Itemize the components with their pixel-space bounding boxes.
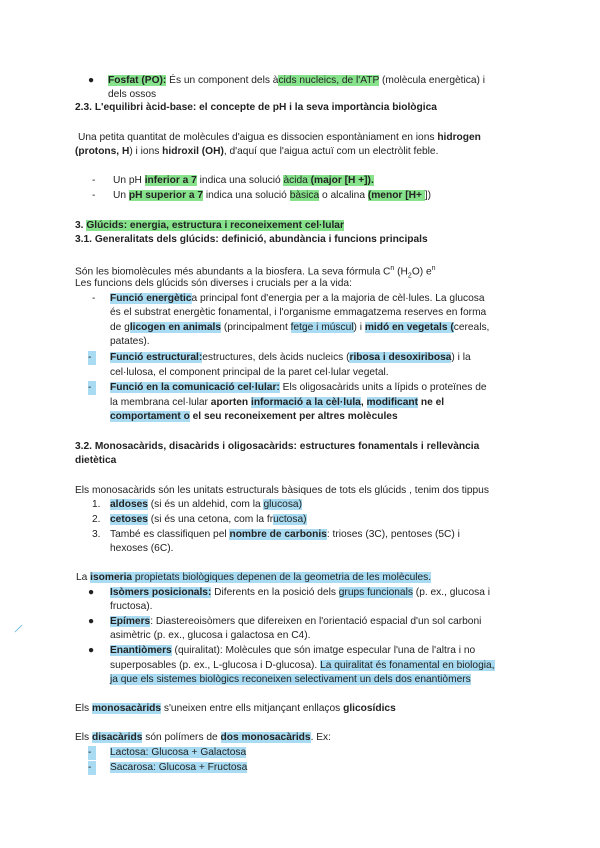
- i3-a: (quiralitat): Molècules que són imatge especular l'una de l'altra i no: [171, 645, 476, 656]
- ribosa-highlight: ribosa i desoxiribosa: [349, 352, 452, 363]
- isomers-posicionals-term: Isòmers posicionals:: [110, 587, 212, 598]
- f1-c3: ) i: [353, 322, 365, 333]
- carbonis-b: : trioses (3C), pentoses (5C) i: [326, 529, 460, 540]
- f3-c: el seu reconeixement per altres molècules: [189, 411, 398, 422]
- enantiomers-line-3: [110, 673, 471, 687]
- section-3-2-heading-1: 3.2. Monosacàrids, disacàrids i oligosacàrids: estructures fonamentals i rellevància: [75, 441, 480, 452]
- ph-base-line: [113, 189, 431, 203]
- ph-superior-highlight: pH superior a 7: [128, 190, 204, 201]
- cetoses-term: cetoses: [110, 514, 148, 525]
- quiralitat-highlight: La quiralitat és fonamental en biologia,: [320, 660, 495, 671]
- isomeria-a: La: [76, 572, 91, 583]
- disacarids-line: [75, 731, 331, 745]
- i1-a: Diferents en la posició dels: [211, 587, 339, 598]
- f3-b3: ne el: [418, 397, 445, 408]
- f2-b: ) i la: [451, 352, 471, 363]
- f1-c4: cereals,: [453, 322, 490, 333]
- ph-l1-b: indica una solució: [196, 175, 284, 186]
- isomeria-term: isomeria: [90, 572, 133, 583]
- ph-p1-d: , d'aquí que l'aigua actuï com un electròlit feble.: [223, 146, 439, 157]
- aldoses-line: [110, 498, 302, 512]
- mido-highlight: midó en vegetals (: [364, 322, 454, 333]
- isomers-posicionals-line-2: fructosa).: [110, 601, 153, 612]
- cetoses-text: (si és una cetona, com la fr: [147, 514, 274, 525]
- ph-p1-c: ) i ions: [129, 146, 163, 157]
- nombre-carbonis-highlight: nombre de carbonis: [229, 529, 327, 540]
- carbonis-line-2: hexoses (6C).: [110, 543, 174, 554]
- dash: -: [88, 351, 96, 365]
- funcio-energetica-line-3: [110, 321, 489, 335]
- sacarosa-line: [110, 761, 247, 775]
- formula-n-2: n: [431, 265, 436, 272]
- f3-b1: la membrana cel·lular: [110, 397, 211, 408]
- funcio-comunicacio-line-3: [110, 410, 398, 424]
- monosacarids-term: monosacàrids: [91, 703, 162, 714]
- funcio-comunicacio-term: Funció en la comunicació cel·lular:: [110, 382, 280, 393]
- comportament-highlight: comportament o: [110, 411, 190, 422]
- final-p2-a: Els: [75, 732, 92, 743]
- fosfat-text-b: (molècula energètica) i: [379, 75, 485, 86]
- glucosa-highlight: glucosa): [263, 499, 302, 510]
- funcio-estructural-line-2: cel·lulosa, el component principal de la paret cel·lular vegetal.: [110, 367, 389, 378]
- major-h-highlight: (major [H +]).: [307, 175, 374, 186]
- enantiomers-line-1: [110, 644, 475, 658]
- glicosidics-term: glicosídics: [343, 703, 396, 714]
- aldoses-term: aldoses: [110, 499, 148, 510]
- dash: -: [88, 746, 96, 760]
- glicosidics-line: [75, 702, 396, 716]
- lactosa-item: Lactosa: Glucosa + Galactosa: [110, 747, 247, 758]
- section-3-2-heading-2: dietètica: [75, 455, 117, 466]
- formula-c: O) e: [411, 266, 432, 278]
- ph-l2-a: Un: [113, 190, 129, 201]
- disacarids-term: disacàrids: [91, 732, 143, 743]
- section-3-1-heading: 3.1. Generalitats dels glúcids: definició, abundància i funcions principals: [75, 234, 428, 245]
- funcio-comunicacio-line-2: [110, 396, 444, 410]
- ph-l1-a: Un pH: [113, 175, 145, 186]
- fosfat-term: Fosfat (PO: [108, 75, 160, 86]
- menor-h-highlight: (menor [H+: [367, 190, 425, 201]
- grups-funcionals-highlight: grups funcionals: [338, 587, 413, 598]
- dash: -: [88, 761, 96, 775]
- dash: -: [92, 175, 96, 186]
- list-number-3: 3.: [92, 529, 101, 540]
- ph-paragraph-line-1: [78, 131, 481, 145]
- dash: -: [92, 293, 96, 304]
- fetge-highlight: fetge i múscul: [290, 322, 354, 333]
- funcio-energetica-line-1: [110, 292, 485, 306]
- funcio-energetica-a: a principal font d'energia per a la majoria de cèl·lules. La glucosa: [191, 293, 485, 304]
- final-p1-b: s'uneixen entre ells mitjançant enllaços: [161, 703, 344, 714]
- ph-p1-a: Una petita quantitat de molècules d'aigua es dissocien espontàniament en ions: [78, 132, 438, 143]
- isomeria-line: [76, 571, 431, 585]
- fosfat-term-end: ):: [159, 75, 167, 86]
- ph-inferior-highlight: inferior a 7: [144, 175, 197, 186]
- formula-b: (H: [394, 266, 408, 278]
- hidroxil-term: hidroxil (OH): [162, 146, 224, 157]
- section-3-number: 3.: [75, 220, 87, 231]
- formula-n: n: [390, 265, 395, 272]
- epimers-term: Epímers: [110, 616, 151, 627]
- formula-a: Són les biomolècules més abundants a la biosfera. La seva fórmula C: [75, 266, 391, 278]
- isomeria-text: propietats biològiques depenen de la geometria de les molècules.: [132, 572, 432, 583]
- fosfat-line-2: dels ossos: [108, 89, 157, 100]
- i1-b: (p. ex., glucosa i: [412, 587, 490, 598]
- f1-c2: (principalment: [220, 322, 291, 333]
- hidrogen-term: hidrogen: [437, 132, 481, 143]
- ph-acid-line: [113, 174, 374, 188]
- enantiomers-term: Enantiòmers: [110, 645, 172, 656]
- pen-mark-icon: [14, 624, 23, 633]
- dos-monosacarids-highlight: dos monosacàrids: [220, 732, 311, 743]
- final-p2-c: . Ex:: [310, 732, 331, 743]
- final-p2-b: són polímers de: [142, 732, 221, 743]
- monosacarids-intro: Els monosacàrids són les unitats estructurals bàsiques de tots els glúcids , tenim dos tippus: [75, 485, 489, 496]
- i2-a: : Diastereoisòmers que difereixen en l'orientació espacial d'un sol carboni: [150, 616, 482, 627]
- funcio-estructural-term: Funció estructural:: [110, 352, 203, 363]
- dash: -: [92, 190, 96, 201]
- fosfat-highlight: cids nucleics, de l'ATP: [278, 75, 380, 86]
- section-3-title: Glúcids: energia, estructura i reconeixement cel·lular: [86, 220, 344, 231]
- bullet-dot: ●: [88, 587, 95, 598]
- enantiomers-line-2: [110, 659, 495, 673]
- aporten-term: aporten: [210, 397, 251, 408]
- cetoses-line: [110, 513, 307, 527]
- epimers-line-1: [110, 615, 481, 629]
- informacio-highlight: informació a la cèl·lula: [250, 397, 361, 408]
- modificant-highlight: modificant: [366, 397, 419, 408]
- funcio-energetica-line-2: és el substrat energètic fonamental, i l'organisme emmagatzema reserves en forma: [110, 307, 487, 318]
- protons-term: (protons, H: [75, 146, 130, 157]
- carbonis-a: També es classifiquen pel: [110, 529, 230, 540]
- fosfat-line-1: [108, 74, 485, 92]
- ph-l2-c: o alcalina: [319, 190, 368, 201]
- bullet-dot: ●: [88, 645, 95, 656]
- section-3-heading: [75, 219, 344, 233]
- bullet-dot: ●: [88, 75, 95, 86]
- i3-b: superposables (p. ex., L-glucosa i D-glucosa).: [110, 660, 321, 671]
- glicogen-highlight: licogen en animals: [129, 322, 221, 333]
- funcio-energetica-line-4: patates).: [110, 336, 150, 347]
- fosfat-text-a: És un component dels à: [166, 75, 279, 86]
- dash: -: [88, 381, 96, 395]
- isomers-posicionals-line-1: [110, 586, 490, 600]
- list-number-2: 2.: [92, 514, 101, 525]
- f2-a: estructures, dels àcids nucleics (: [202, 352, 350, 363]
- acida-highlight: àcida: [283, 175, 308, 186]
- aldoses-text: (si és un aldehid, com la: [147, 499, 264, 510]
- f3-b2: ,: [360, 397, 367, 408]
- sistemes-biologics-highlight: ja que els sistemes biològics reconeixen selectivament un dels dos enantiòmers: [110, 674, 471, 685]
- ph-l2-b: indica una solució: [203, 190, 290, 201]
- f1-c1: de g: [110, 322, 130, 333]
- basica-highlight: bàsica: [289, 190, 320, 201]
- funcio-estructural-line-1: [110, 351, 471, 365]
- carbonis-line-1: [110, 528, 460, 542]
- sacarosa-item: Sacarosa: Glucosa + Fructosa: [110, 762, 248, 773]
- funcio-comunicacio-line-1: [110, 381, 487, 395]
- ph-l2-d: ]): [424, 190, 431, 201]
- section-2-3-heading: 2.3. L'equilibri àcid-base: el concepte de pH i la seva importància biològica: [75, 102, 437, 113]
- final-p1-a: Els: [75, 703, 92, 714]
- epimers-line-2: asimètric (p. ex., glucosa i galactosa en C4).: [110, 630, 311, 641]
- bullet-dot: ●: [88, 616, 95, 627]
- funcio-energetica-term: Funció energètic: [110, 293, 192, 304]
- glucids-functions-intro: Les funcions dels glúcids són diverses i crucials per a la vida:: [75, 278, 352, 289]
- lactosa-line: [110, 746, 246, 760]
- list-number-1: 1.: [92, 499, 101, 510]
- f3-a: Els oligosacàrids units a lípids o proteïnes de: [279, 382, 487, 393]
- formula-2: 2: [407, 272, 412, 280]
- fructosa-highlight: uctosa): [273, 514, 307, 525]
- ph-paragraph-line-2: [75, 145, 438, 159]
